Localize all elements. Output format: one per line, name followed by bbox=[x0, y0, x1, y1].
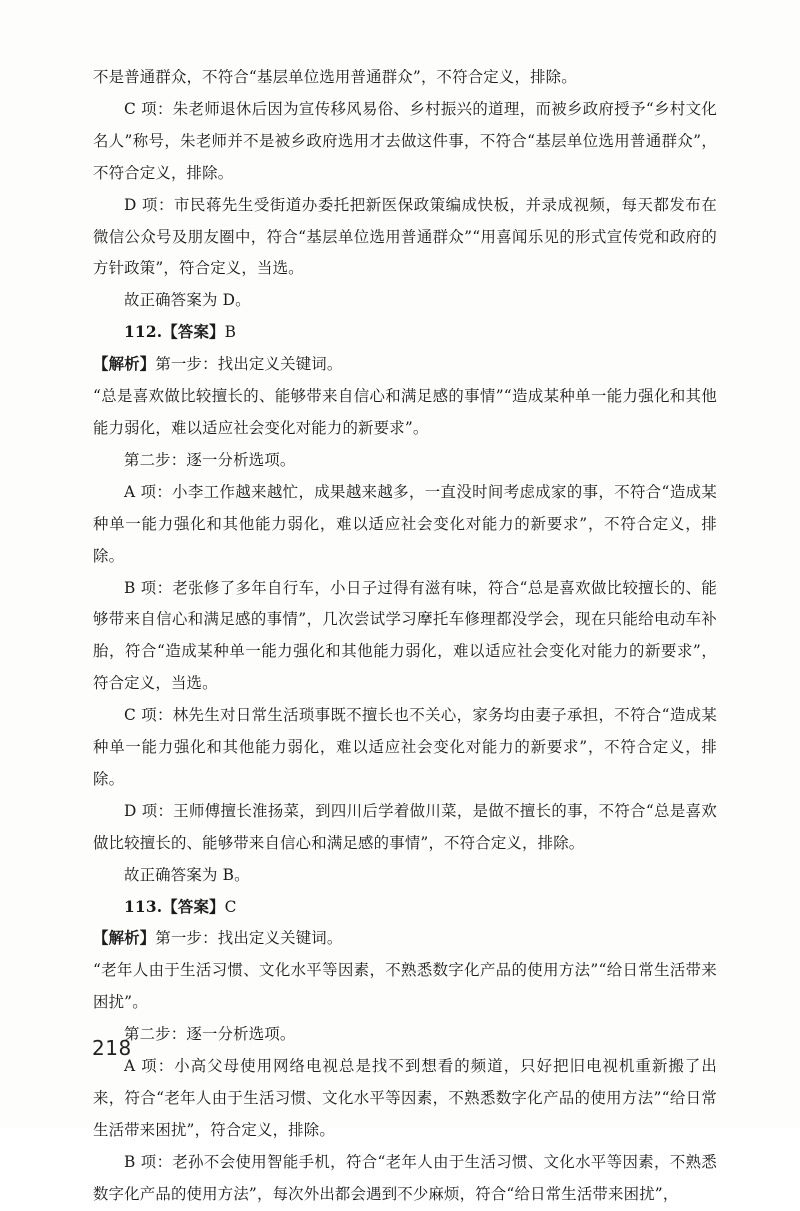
analysis-heading bbox=[93, 349, 717, 381]
page-number: 218 bbox=[92, 1036, 132, 1060]
analysis-heading bbox=[93, 923, 717, 955]
definition-keywords: “总是喜欢做比较擅长的、能够带来自信心和满足感的事情”“造成某种单一能力强化和其他能力弱化，难以适应社会变化对能力的新要求”。 bbox=[93, 387, 717, 437]
answer-heading-112 bbox=[93, 317, 717, 349]
answer-label: 112.【答案】 bbox=[124, 323, 225, 342]
option-a-paragraph: A 项：小李工作越来越忙，成果越来越多，一直没时间考虑成家的事，不符合“造成某种单一能力强化和其他能力弱化，难以适应社会变化对能力的新要求”，不符合定义，排除。 bbox=[93, 482, 717, 565]
option-c-paragraph: C 项：朱老师退休后因为宣传移风易俗、乡村振兴的道理，而被乡政府授予“乡村文化名人”称号，朱老师并不是被乡政府选用才去做这件事，不符合“基层单位选用普通群众”，不符合定义，排除。 bbox=[93, 99, 717, 182]
answer-conclusion: 故正确答案为 B。 bbox=[124, 865, 250, 884]
analysis-label: 【解析】 bbox=[93, 929, 156, 948]
analysis-label: 【解析】 bbox=[93, 355, 156, 374]
paragraph-continuation: 不是普通群众，不符合“基层单位选用普通群众”，不符合定义，排除。 bbox=[93, 68, 577, 86]
option-d-paragraph: D 项：王师傅擅长淮扬菜，到四川后学着做川菜，是做不擅长的事，不符合“总是喜欢做比较擅长的、能够带来自信心和满足感的事情”，不符合定义，排除。 bbox=[93, 801, 717, 852]
step-two: 第二步：逐一分析选项。 bbox=[124, 1025, 296, 1044]
answer-heading-113 bbox=[93, 892, 717, 924]
step-two: 第二步：逐一分析选项。 bbox=[124, 450, 296, 469]
analysis-step-text: 第一步：找出定义关键词。 bbox=[155, 355, 343, 374]
definition-keywords: “老年人由于生活习惯、文化水平等因素，不熟悉数字化产品的使用方法”“给日常生活带来困扰”。 bbox=[93, 961, 717, 1012]
option-b-paragraph: B 项：老张修了多年自行车，小日子过得有滋有味，符合“总是喜欢做比较擅长的、能够带来自信心和满足感的事情”，几次尝试学习摩托车修理都没学会，现在只能给电动车补胎，符合“造成某种单一能力强化和其他能力弱化，难以适应社会变化对能力的新要求”，符合定义，当选。 bbox=[93, 578, 717, 693]
answer-value: B bbox=[224, 323, 237, 342]
option-d-paragraph: D 项：市民蒋先生受街道办委托把新医保政策编成快板，并录成视频，每天都发布在微信公众号及朋友圈中，符合“基层单位选用普通群众”“用喜闻乐见的形式宣传党和政府的方针政策”，符合定义，当选。 bbox=[93, 195, 717, 278]
answer-value: C bbox=[224, 897, 237, 916]
answer-conclusion: 故正确答案为 D。 bbox=[124, 291, 251, 310]
option-b-paragraph: B 项：老孙不会使用智能手机，符合“老年人由于生活习惯、文化水平等因素，不熟悉数字化产品的使用方法”，每次外出都会遇到不少麻烦，符合“给日常生活带来困扰”， bbox=[93, 1152, 717, 1203]
answer-label: 113.【答案】 bbox=[124, 897, 225, 916]
analysis-step-text: 第一步：找出定义关键词。 bbox=[155, 929, 343, 948]
option-a-paragraph: A 项：小高父母使用网络电视总是找不到想看的频道，只好把旧电视机重新搬了出来，符合“老年人由于生活习惯、文化水平等因素，不熟悉数字化产品的使用方法”“给日常生活带来困扰”，符合定义，排除。 bbox=[93, 1057, 717, 1139]
page-body bbox=[93, 62, 717, 1211]
option-c-paragraph: C 项：林先生对日常生活琐事既不擅长也不关心，家务均由妻子承担，不符合“造成某种单一能力强化和其他能力弱化，难以适应社会变化对能力的新要求”，不符合定义，排除。 bbox=[93, 706, 717, 788]
